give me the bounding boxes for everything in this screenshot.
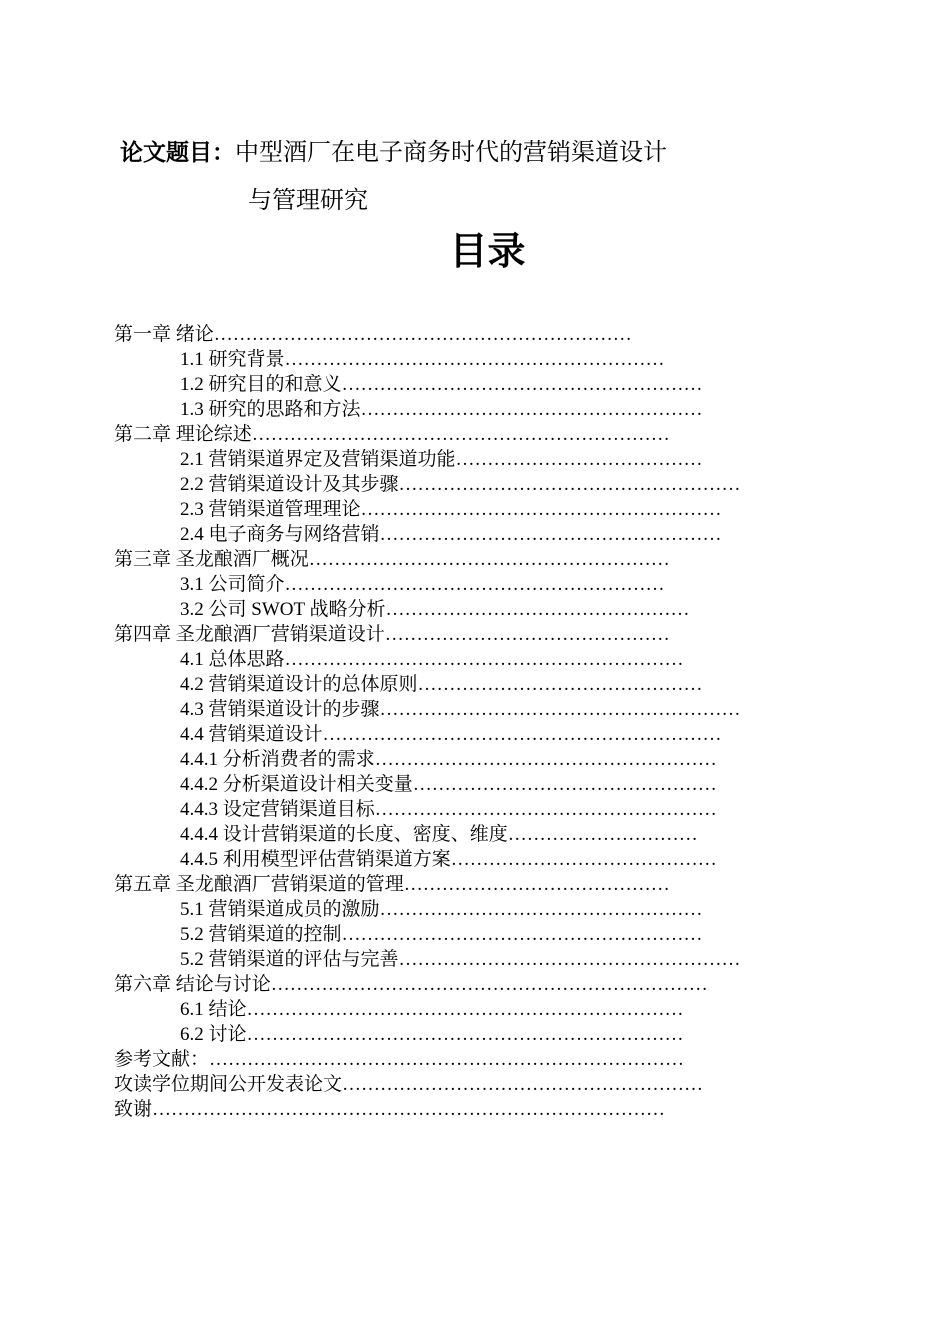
toc-entry-title: 4.1 总体思路: [180, 649, 285, 670]
toc-section-entry[interactable]: [114, 347, 814, 372]
toc-section-entry[interactable]: [114, 797, 814, 822]
toc-entry-title: 6.2 讨论: [180, 1024, 247, 1045]
toc-entry-title: 3.2 公司 SWOT 战略分析: [180, 599, 386, 620]
toc-leader-dots: …………………………………………………………: [213, 324, 632, 345]
toc-chapter-entry[interactable]: [114, 972, 814, 997]
toc-section-entry[interactable]: [114, 447, 814, 472]
toc-entry-title: 4.4 营销渠道设计: [180, 724, 323, 745]
toc-entry-title: 4.2 营销渠道设计的总体原则: [180, 674, 418, 695]
toc-entry-title: 1.2 研究目的和意义: [180, 374, 342, 395]
toc-chapter-entry[interactable]: [114, 322, 814, 347]
toc-leader-dots: ……………………………………: [403, 874, 670, 895]
toc-section-entry[interactable]: [114, 647, 814, 672]
toc-entry-title: 2.3 营销渠道管理理论: [180, 499, 361, 520]
toc-entry-title: 致谢: [114, 1099, 153, 1120]
thesis-title-colon: ：: [212, 140, 235, 166]
toc-section-entry[interactable]: [114, 997, 814, 1022]
toc-section-entry[interactable]: [114, 397, 814, 422]
thesis-title-line-2: 与管理研究: [248, 186, 368, 214]
toc-chapter-entry[interactable]: [114, 872, 814, 897]
toc-chapter-entry[interactable]: [114, 422, 814, 447]
toc-heading: 目录: [449, 229, 526, 273]
toc-entry-title: 第一章 绪论: [114, 324, 214, 345]
toc-leader-dots: …………………………………………………………: [251, 424, 670, 445]
toc-leader-dots: …………………………………………………: [360, 499, 722, 520]
toc-entry-title: 4.4.2 分析渠道设计相关变量: [180, 774, 413, 795]
toc-leader-dots: …………………………………………………: [308, 549, 670, 570]
toc-section-entry[interactable]: [114, 1022, 814, 1047]
toc-section-entry[interactable]: [114, 722, 814, 747]
toc-leader-dots: …………………………: [507, 824, 698, 845]
toc-entry-title: 3.1 公司简介: [180, 574, 285, 595]
toc-entry-title: 第二章 理论综述: [114, 424, 252, 445]
toc-leader-dots: ……………………………………………: [379, 899, 703, 920]
toc-entry-title: 攻读学位期间公开发表论文: [114, 1074, 343, 1095]
toc-entry-title: 参考文献：: [114, 1049, 210, 1070]
toc-leader-dots: …………………………………………………: [379, 699, 741, 720]
toc-section-entry[interactable]: [114, 572, 814, 597]
toc-leader-dots: ………………………………………………………………………: [152, 1099, 666, 1120]
toc-section-entry[interactable]: [114, 672, 814, 697]
toc-chapter-entry[interactable]: [114, 1072, 814, 1097]
toc-leader-dots: …………………………………………: [412, 774, 717, 795]
toc-section-entry[interactable]: [114, 772, 814, 797]
toc-leader-dots: ……………………………………………………: [284, 574, 665, 595]
toc-leader-dots: ………………………………………………: [398, 949, 741, 970]
toc-leader-dots: …………………………………………………: [342, 1074, 704, 1095]
toc-chapter-entry[interactable]: [114, 1047, 814, 1072]
toc-leader-dots: ………………………………………………: [374, 749, 717, 770]
toc-entry-title: 4.3 营销渠道设计的步骤: [180, 699, 380, 720]
toc-entry-title: 2.4 电子商务与网络营销: [180, 524, 380, 545]
thesis-title-line-1: [120, 132, 667, 172]
toc-entry-title: 第三章 圣龙酿酒厂概况: [114, 549, 309, 570]
toc-section-entry[interactable]: [114, 372, 814, 397]
table-of-contents: [114, 322, 814, 1122]
toc-leader-dots: ………………………………………………………: [322, 724, 722, 745]
toc-leader-dots: …………………………………………………………………: [209, 1049, 685, 1070]
toc-leader-dots: ……………………………………………………………: [246, 999, 684, 1020]
toc-leader-dots: …………………………………: [455, 449, 703, 470]
toc-section-entry[interactable]: [114, 522, 814, 547]
toc-leader-dots: ……………………………………………………………: [270, 974, 708, 995]
toc-leader-dots: ………………………………………………………: [284, 649, 684, 670]
toc-leader-dots: ……………………………………………………………: [246, 1024, 684, 1045]
toc-leader-dots: ………………………………………………: [360, 399, 703, 420]
toc-entry-title: 第四章 圣龙酿酒厂营销渠道设计: [114, 624, 385, 645]
toc-chapter-entry[interactable]: [114, 622, 814, 647]
toc-section-entry[interactable]: [114, 747, 814, 772]
toc-entry-title: 第五章 圣龙酿酒厂营销渠道的管理: [114, 874, 404, 895]
toc-leader-dots: ………………………………………: [384, 624, 670, 645]
toc-chapter-entry[interactable]: [114, 1097, 814, 1122]
toc-entry-title: 5.2 营销渠道的控制: [180, 924, 342, 945]
toc-entry-title: 第六章 结论与讨论: [114, 974, 271, 995]
toc-entry-title: 4.4.4 设计营销渠道的长度、密度、维度: [180, 824, 508, 845]
toc-entry-title: 1.1 研究背景: [180, 349, 285, 370]
toc-entry-title: 5.2 营销渠道的评估与完善: [180, 949, 399, 970]
toc-entry-title: 4.4.3 设定营销渠道目标: [180, 799, 375, 820]
toc-section-entry[interactable]: [114, 597, 814, 622]
thesis-title-label: 论文题目: [120, 140, 212, 166]
toc-section-entry[interactable]: [114, 822, 814, 847]
toc-leader-dots: ………………………………………………: [379, 524, 722, 545]
toc-leader-dots: ………………………………………………: [398, 474, 741, 495]
toc-leader-dots: ……………………………………: [450, 849, 717, 870]
toc-section-entry[interactable]: [114, 947, 814, 972]
toc-entry-title: 1.3 研究的思路和方法: [180, 399, 361, 420]
toc-entry-title: 6.1 结论: [180, 999, 247, 1020]
toc-entry-title: 2.2 营销渠道设计及其步骤: [180, 474, 399, 495]
toc-section-entry[interactable]: [114, 897, 814, 922]
toc-section-entry[interactable]: [114, 697, 814, 722]
toc-leader-dots: ………………………………………: [417, 674, 703, 695]
toc-leader-dots: …………………………………………: [385, 599, 690, 620]
toc-section-entry[interactable]: [114, 497, 814, 522]
toc-chapter-entry[interactable]: [114, 547, 814, 572]
toc-entry-title: 5.1 营销渠道成员的激励: [180, 899, 380, 920]
thesis-title-text-1: 中型酒厂在电子商务时代的营销渠道设计: [235, 138, 667, 166]
toc-leader-dots: …………………………………………………: [341, 924, 703, 945]
toc-entry-title: 2.1 营销渠道界定及营销渠道功能: [180, 449, 456, 470]
toc-entry-title: 4.4.1 分析消费者的需求: [180, 749, 375, 770]
toc-leader-dots: ……………………………………………………: [284, 349, 665, 370]
toc-section-entry[interactable]: [114, 847, 814, 872]
toc-leader-dots: ………………………………………………: [374, 799, 717, 820]
toc-leader-dots: …………………………………………………: [341, 374, 703, 395]
toc-entry-title: 4.4.5 利用模型评估营销渠道方案: [180, 849, 451, 870]
toc-section-entry[interactable]: [114, 472, 814, 497]
toc-section-entry[interactable]: [114, 922, 814, 947]
